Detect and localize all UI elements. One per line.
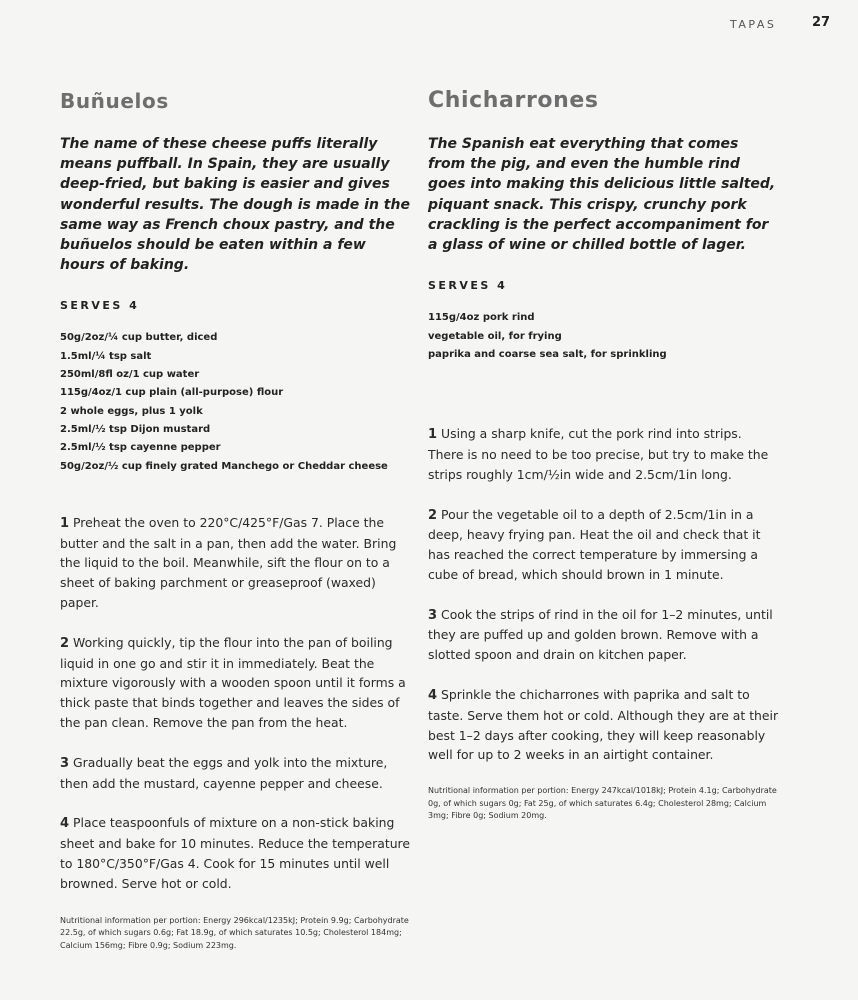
page-number: 27 <box>812 15 831 30</box>
ingredient-item: 115g/4oz/1 cup plain (all-purpose) flour <box>60 387 284 399</box>
step-number: 3 <box>428 607 438 623</box>
serves-label: SERVES 4 <box>60 299 140 313</box>
ingredient-list <box>428 309 780 364</box>
step-number: 2 <box>60 635 70 651</box>
method-steps <box>60 513 412 894</box>
method-step <box>60 813 412 893</box>
step-text: Working quickly, tip the flour into the pan of boiling liquid in one go and stir it in immediately. Beat the mixture vigorously with a wooden spoon until it forms a thick paste that binds together and leaves the sides of the pan clean. Remove the pan from the heat. <box>60 634 406 730</box>
step-text: Place teaspoonfuls of mixture on a non-stick baking sheet and bake for 10 minutes. Reduce the temperature to 180°C/350°F/Gas 4. Cook for 15 minutes until well browned. Serve hot or cold. <box>60 815 410 891</box>
step-text: Gradually beat the eggs and yolk into the mixture, then add the mustard, cayenne pepper and cheese. <box>60 754 388 791</box>
ingredient-item: paprika and coarse sea salt, for sprinkling <box>428 348 667 360</box>
recipe-bunuelos <box>60 86 412 952</box>
method-step <box>60 633 412 733</box>
method-step <box>60 513 412 613</box>
ingredient-item: 115g/4oz pork rind <box>428 312 535 324</box>
section-label: TAPAS <box>730 18 777 31</box>
ingredient-list <box>60 329 412 475</box>
recipe-title: Buñuelos <box>60 89 169 113</box>
step-number: 1 <box>428 427 438 443</box>
ingredient-item: 2 whole eggs, plus 1 yolk <box>60 405 203 417</box>
ingredient-item: 50g/2oz/½ cup finely grated Manchego or Cheddar cheese <box>60 460 388 472</box>
recipe-intro: The Spanish eat everything that comes from the pig, and even the humble rind goes into making this delicious little salted, piquant snack. This crispy, crunchy pork crackling is the perfect accompaniment for a glass of wine or chilled bottle of lager. <box>428 136 776 254</box>
step-number: 4 <box>60 816 70 832</box>
step-number: 2 <box>428 507 438 523</box>
step-text: Cook the strips of rind in the oil for 1–2 minutes, until they are puffed up and golden brown. Remove with a slotted spoon and drain on kitchen paper. <box>428 606 773 663</box>
ingredient-item: vegetable oil, for frying <box>428 330 562 342</box>
nutrition-info: Nutritional information per portion: Energy 296kcal/1235kJ; Protein 9.9g; Carbohydrate 22.5g, of which sugars 0.6g; Fat 18.9g, of which saturates 10.5g; Cholesterol 184mg; Calcium 156mg; Fibre 0.9g; Sodium 223mg. <box>60 915 409 950</box>
recipe-title: Chicharrones <box>428 88 599 113</box>
ingredient-item: 2.5ml/½ tsp cayenne pepper <box>60 442 221 454</box>
ingredient-item: 2.5ml/½ tsp Dijon mustard <box>60 423 211 435</box>
method-step <box>428 605 780 665</box>
step-number: 1 <box>60 515 70 531</box>
step-text: Preheat the oven to 220°C/425°F/Gas 7. Place the butter and the salt in a pan, then add the water. Bring the liquid to the boil. Meanwhile, sift the flour on to a sheet of baking parchment or greaseproof (waxed) paper. <box>60 514 397 610</box>
step-number: 4 <box>428 688 438 704</box>
serves-label: SERVES 4 <box>428 279 508 293</box>
method-steps <box>428 424 780 765</box>
method-step <box>428 505 780 585</box>
ingredient-item: 1.5ml/¼ tsp salt <box>60 350 152 362</box>
step-text: Pour the vegetable oil to a depth of 2.5cm/1in in a deep, heavy frying pan. Heat the oil and check that it has reached the correct temperature by immersing a cube of bread, which should brown in 1 minute. <box>428 506 761 582</box>
recipe-intro: The name of these cheese puffs literally means puffball. In Spain, they are usually deep-fried, but baking is easier and gives wonderful results. The dough is made in the same way as French choux pastry, and the buñuelos should be eaten within a few hours of baking. <box>60 136 410 274</box>
method-step <box>428 424 780 484</box>
nutrition-info: Nutritional information per portion: Energy 247kcal/1018kJ; Protein 4.1g; Carbohydrate 0g, of which sugars 0g; Fat 25g, of which saturates 6.4g; Cholesterol 28mg; Calcium 3mg; Fibre 0g; Sodium 20mg. <box>428 786 777 821</box>
step-text: Sprinkle the chicharrones with paprika and salt to taste. Serve them hot or cold. Although they are at their best 1–2 days after cooking, they will keep reasonably well for up to 2 weeks in an airtight container. <box>428 687 779 763</box>
method-step <box>428 685 780 765</box>
running-head <box>0 14 858 34</box>
ingredient-item: 50g/2oz/¼ cup butter, diced <box>60 332 218 344</box>
ingredient-item: 250ml/8fl oz/1 cup water <box>60 369 200 381</box>
recipe-chicharrones <box>428 86 780 823</box>
method-step <box>60 753 412 794</box>
step-text: Using a sharp knife, cut the pork rind into strips. There is no need to be too precise, but try to make the strips roughly 1cm/½in wide and 2.5cm/1in long. <box>428 426 769 482</box>
step-number: 3 <box>60 755 70 771</box>
